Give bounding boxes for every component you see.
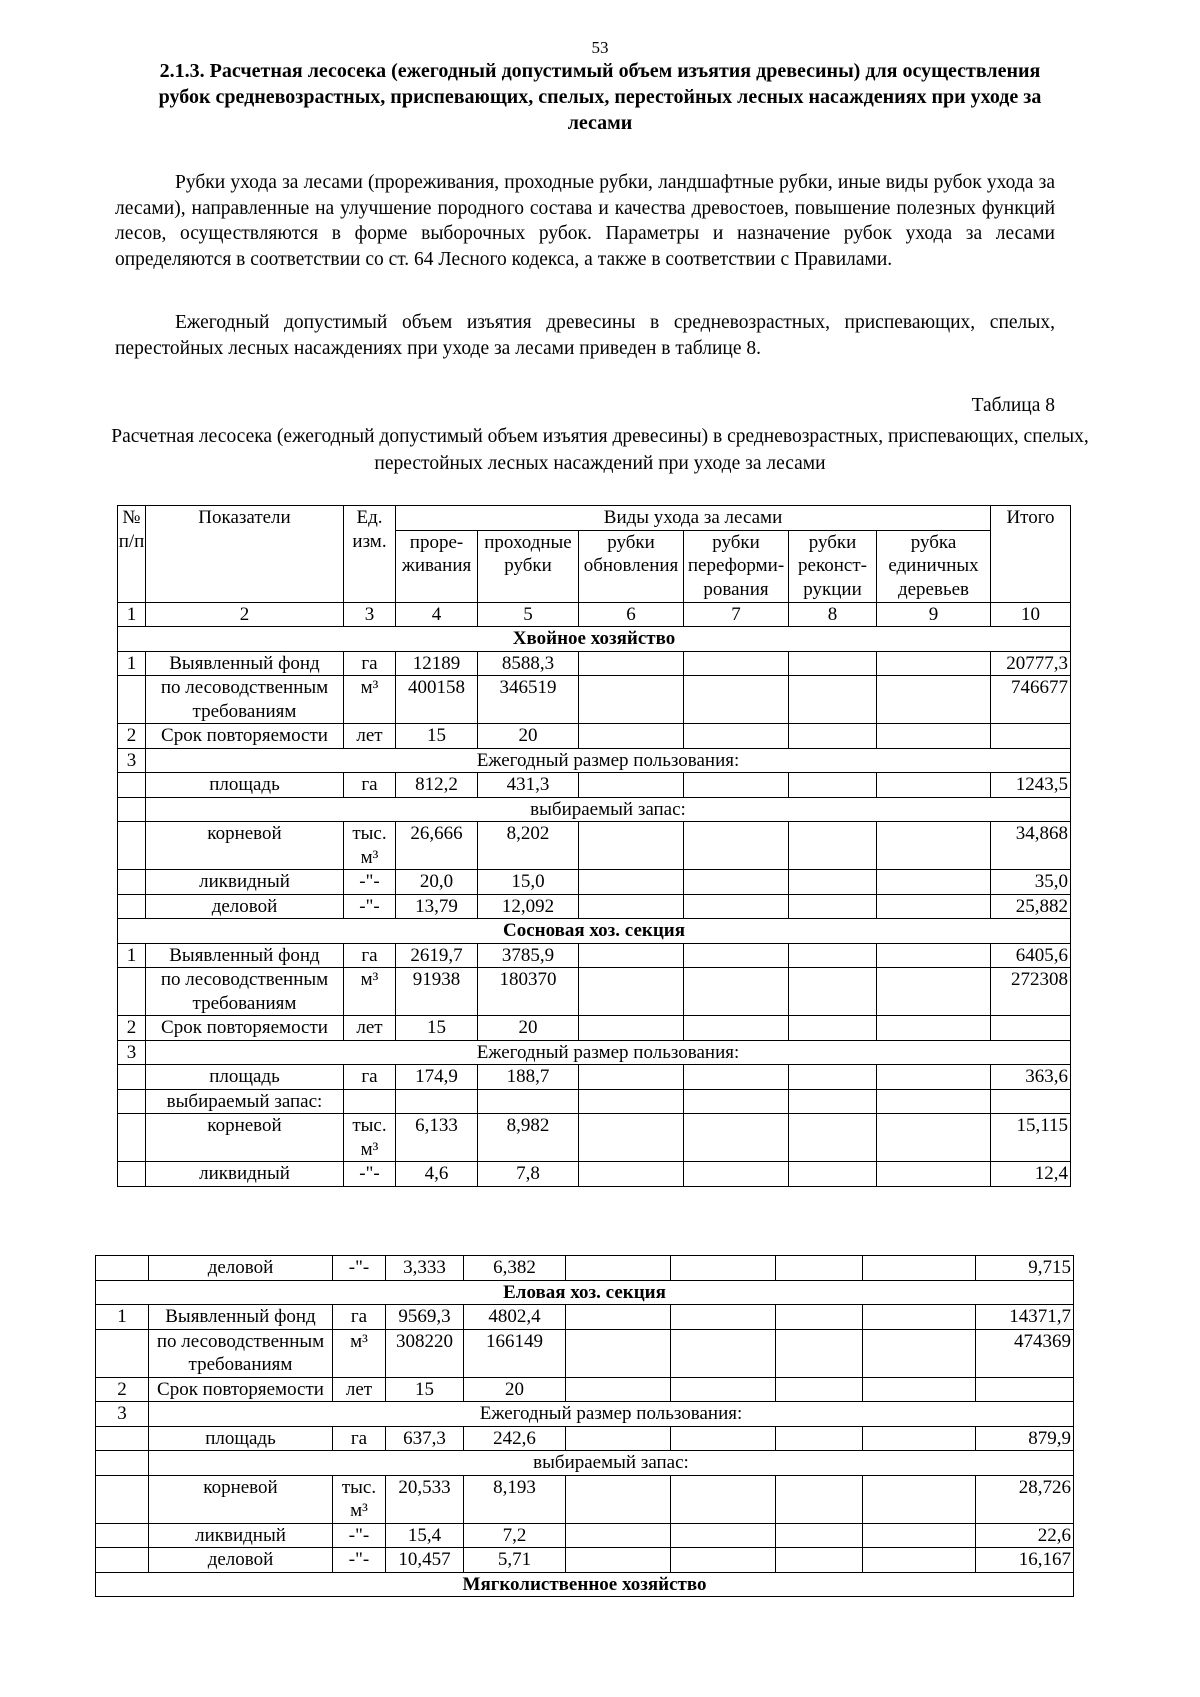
- value-cell: [396, 1089, 478, 1114]
- page-number: 53: [591, 38, 609, 57]
- value-cell: [776, 1475, 863, 1523]
- row-number: [118, 1089, 146, 1114]
- value-cell: [776, 1426, 863, 1451]
- value-cell: 8,202: [478, 822, 579, 870]
- value-cell: [863, 1548, 976, 1573]
- unit: тыс. м³: [333, 1475, 386, 1523]
- row-number: 1: [118, 943, 146, 968]
- value-cell: 20: [464, 1377, 566, 1402]
- value-cell: 9569,3: [386, 1305, 464, 1330]
- value-cell: [863, 1329, 976, 1377]
- value-cell: [579, 1114, 684, 1162]
- indicator-label: ликвидный: [149, 1523, 333, 1548]
- row-number: [96, 1475, 149, 1523]
- row-number: 2: [118, 1016, 146, 1041]
- value-cell: 26,666: [396, 822, 478, 870]
- subheading: выбираемый запас:: [146, 797, 1071, 822]
- value-cell: [671, 1426, 776, 1451]
- table-row: [118, 1016, 1071, 1041]
- value-cell: 637,3: [386, 1426, 464, 1451]
- unit: м³: [333, 1329, 386, 1377]
- row-number: 1: [96, 1305, 149, 1330]
- value-cell: [776, 1329, 863, 1377]
- value-cell: [877, 724, 991, 749]
- value-cell: [776, 1256, 863, 1281]
- table-row: [118, 1040, 1071, 1065]
- value-cell: [789, 822, 877, 870]
- value-cell: 188,7: [478, 1065, 579, 1090]
- value-cell: [877, 943, 991, 968]
- value-cell: 10,457: [386, 1548, 464, 1573]
- value-cell: [877, 773, 991, 798]
- header-type: рубка единичных деревьев: [877, 530, 991, 602]
- total-cell: [991, 724, 1071, 749]
- unit: -"-: [344, 894, 396, 919]
- value-cell: [877, 1065, 991, 1090]
- unit: -"-: [344, 870, 396, 895]
- value-cell: [566, 1377, 671, 1402]
- row-number: 2: [96, 1377, 149, 1402]
- table-row: [96, 1451, 1074, 1476]
- value-cell: 20,533: [386, 1475, 464, 1523]
- column-number: 9: [877, 602, 991, 627]
- indicator-label: деловой: [149, 1548, 333, 1573]
- unit: га: [344, 773, 396, 798]
- value-cell: 431,3: [478, 773, 579, 798]
- value-cell: [579, 1162, 684, 1187]
- section-heading: 2.1.3. Расчетная лесосека (ежегодный допустимый объем изъятия древесины) для осуществления рубок средневозрастных, приспевающих, спелых, перестойных лесных насаждениях при уходе за лесами: [158, 60, 1042, 134]
- header-unit: Ед. изм.: [344, 506, 396, 603]
- table-row: [118, 943, 1071, 968]
- value-cell: 12,092: [478, 894, 579, 919]
- indicator-label: корневой: [146, 1114, 344, 1162]
- value-cell: 15,4: [386, 1523, 464, 1548]
- paragraph: Ежегодный допустимый объем изъятия древесины в средневозрастных, приспевающих, спелых, перестойных лесных насаждениях при уходе за лесами приведен в таблице 8.: [115, 312, 1055, 359]
- value-cell: 3,333: [386, 1256, 464, 1281]
- value-cell: [776, 1377, 863, 1402]
- value-cell: 5,71: [464, 1548, 566, 1573]
- total-cell: [991, 1016, 1071, 1041]
- value-cell: [684, 676, 789, 724]
- row-number: [118, 822, 146, 870]
- value-cell: [671, 1523, 776, 1548]
- value-cell: [863, 1256, 976, 1281]
- total-cell: 9,715: [976, 1256, 1074, 1281]
- value-cell: [566, 1305, 671, 1330]
- table-row: [96, 1329, 1074, 1377]
- value-cell: 242,6: [464, 1426, 566, 1451]
- value-cell: 6,133: [396, 1114, 478, 1162]
- row-number: [118, 870, 146, 895]
- unit: га: [344, 651, 396, 676]
- value-cell: [579, 773, 684, 798]
- indicator-label: Выявленный фонд: [149, 1305, 333, 1330]
- value-cell: 15: [386, 1377, 464, 1402]
- subheading: выбираемый запас:: [149, 1451, 1074, 1476]
- value-cell: [877, 894, 991, 919]
- total-cell: 1243,5: [991, 773, 1071, 798]
- indicator-label: деловой: [146, 894, 344, 919]
- column-number: 4: [396, 602, 478, 627]
- value-cell: 15,0: [478, 870, 579, 895]
- unit: м³: [344, 676, 396, 724]
- column-number: 3: [344, 602, 396, 627]
- column-number: 2: [146, 602, 344, 627]
- value-cell: [566, 1548, 671, 1573]
- value-cell: [789, 870, 877, 895]
- section-heading: Сосновая хоз. секция: [118, 919, 1071, 944]
- indicator-label: по лесоводственным требованиям: [146, 676, 344, 724]
- table-row: [118, 676, 1071, 724]
- table-row: [118, 1089, 1071, 1114]
- row-number: [96, 1523, 149, 1548]
- row-number: [118, 1065, 146, 1090]
- total-cell: 14371,7: [976, 1305, 1074, 1330]
- table-row: [118, 797, 1071, 822]
- value-cell: 20: [478, 724, 579, 749]
- table-row: [118, 773, 1071, 798]
- table-row: [96, 1305, 1074, 1330]
- value-cell: [684, 822, 789, 870]
- table-row: [118, 627, 1071, 652]
- indicator-label: Выявленный фонд: [146, 943, 344, 968]
- table-part-2: [95, 1255, 1074, 1597]
- value-cell: [579, 724, 684, 749]
- row-number: [96, 1426, 149, 1451]
- header-type: рубки обновления: [579, 530, 684, 602]
- subheading: Ежегодный размер пользования:: [146, 1040, 1071, 1065]
- indicator-label: Срок повторяемости: [149, 1377, 333, 1402]
- value-cell: [877, 676, 991, 724]
- value-cell: 20,0: [396, 870, 478, 895]
- column-number: 1: [118, 602, 146, 627]
- value-cell: [566, 1256, 671, 1281]
- value-cell: 174,9: [396, 1065, 478, 1090]
- indicator-label: выбираемый запас:: [146, 1089, 344, 1114]
- value-cell: [776, 1548, 863, 1573]
- unit: лет: [344, 1016, 396, 1041]
- value-cell: [789, 894, 877, 919]
- row-number: 3: [118, 748, 146, 773]
- table-row: [96, 1548, 1074, 1573]
- value-cell: [579, 651, 684, 676]
- header-type: проходные рубки: [478, 530, 579, 602]
- value-cell: [671, 1548, 776, 1573]
- value-cell: [566, 1523, 671, 1548]
- value-cell: [684, 773, 789, 798]
- header-total: Итого: [991, 506, 1071, 603]
- unit: га: [344, 1065, 396, 1090]
- indicator-label: Срок повторяемости: [146, 724, 344, 749]
- total-cell: 272308: [991, 968, 1071, 1016]
- indicator-label: площадь: [149, 1426, 333, 1451]
- value-cell: [877, 1089, 991, 1114]
- value-cell: 91938: [396, 968, 478, 1016]
- row-number: [118, 797, 146, 822]
- table-row: [96, 1523, 1074, 1548]
- value-cell: [684, 1114, 789, 1162]
- table-row: [118, 919, 1071, 944]
- value-cell: 7,8: [478, 1162, 579, 1187]
- total-cell: 20777,3: [991, 651, 1071, 676]
- total-cell: 22,6: [976, 1523, 1074, 1548]
- indicator-label: ликвидный: [146, 870, 344, 895]
- indicator-label: по лесоводственным требованиям: [149, 1329, 333, 1377]
- unit: га: [333, 1305, 386, 1330]
- row-number: [118, 1162, 146, 1187]
- value-cell: 400158: [396, 676, 478, 724]
- table-row: [96, 1377, 1074, 1402]
- value-cell: [579, 1089, 684, 1114]
- value-cell: [671, 1305, 776, 1330]
- value-cell: [579, 676, 684, 724]
- value-cell: 2619,7: [396, 943, 478, 968]
- unit: -"-: [333, 1523, 386, 1548]
- value-cell: [789, 1065, 877, 1090]
- section-heading: Хвойное хозяйство: [118, 627, 1071, 652]
- value-cell: [863, 1377, 976, 1402]
- row-number: [96, 1256, 149, 1281]
- unit: тыс. м³: [344, 822, 396, 870]
- value-cell: [579, 894, 684, 919]
- row-number: [118, 773, 146, 798]
- header-group: Виды ухода за лесами: [396, 506, 991, 531]
- row-number: 3: [96, 1402, 149, 1427]
- total-cell: 474369: [976, 1329, 1074, 1377]
- total-cell: 746677: [991, 676, 1071, 724]
- row-number: [118, 1114, 146, 1162]
- value-cell: 346519: [478, 676, 579, 724]
- value-cell: [789, 1089, 877, 1114]
- column-number: 6: [579, 602, 684, 627]
- value-cell: [789, 1016, 877, 1041]
- subheading: Ежегодный размер пользования:: [146, 748, 1071, 773]
- row-number: [118, 894, 146, 919]
- value-cell: 20: [478, 1016, 579, 1041]
- value-cell: [863, 1305, 976, 1330]
- unit: тыс. м³: [344, 1114, 396, 1162]
- value-cell: [877, 1162, 991, 1187]
- value-cell: [684, 1065, 789, 1090]
- value-cell: [478, 1089, 579, 1114]
- value-cell: [789, 724, 877, 749]
- value-cell: 4802,4: [464, 1305, 566, 1330]
- value-cell: [684, 724, 789, 749]
- header-indicator: Показатели: [146, 506, 344, 603]
- value-cell: 8,982: [478, 1114, 579, 1162]
- indicator-label: Выявленный фонд: [146, 651, 344, 676]
- header-type: рубки переформи-рования: [684, 530, 789, 602]
- total-cell: 25,882: [991, 894, 1071, 919]
- value-cell: [566, 1475, 671, 1523]
- column-number: 10: [991, 602, 1071, 627]
- unit: -"-: [333, 1548, 386, 1573]
- total-cell: 6405,6: [991, 943, 1071, 968]
- value-cell: 180370: [478, 968, 579, 1016]
- indicator-label: ликвидный: [146, 1162, 344, 1187]
- value-cell: [684, 1016, 789, 1041]
- value-cell: 4,6: [396, 1162, 478, 1187]
- table-row: [118, 894, 1071, 919]
- total-cell: [991, 1089, 1071, 1114]
- row-number: [118, 968, 146, 1016]
- unit: -"-: [333, 1256, 386, 1281]
- unit: -"-: [344, 1162, 396, 1187]
- subheading: Ежегодный размер пользования:: [149, 1402, 1074, 1427]
- table-row: [96, 1280, 1074, 1305]
- table-part-1: [117, 505, 1071, 1187]
- value-cell: [671, 1377, 776, 1402]
- value-cell: [579, 1065, 684, 1090]
- table-row: [96, 1475, 1074, 1523]
- table-row: [118, 1162, 1071, 1187]
- value-cell: 166149: [464, 1329, 566, 1377]
- table-row: [118, 748, 1071, 773]
- total-cell: 12,4: [991, 1162, 1071, 1187]
- column-number: 7: [684, 602, 789, 627]
- section-heading: Еловая хоз. секция: [96, 1280, 1074, 1305]
- table-row: [96, 1426, 1074, 1451]
- table-row: [118, 870, 1071, 895]
- indicator-label: корневой: [149, 1475, 333, 1523]
- value-cell: [579, 968, 684, 1016]
- table-row: [118, 1114, 1071, 1162]
- value-cell: [566, 1329, 671, 1377]
- value-cell: 8,193: [464, 1475, 566, 1523]
- value-cell: [671, 1475, 776, 1523]
- value-cell: [789, 968, 877, 1016]
- table-row: [96, 1402, 1074, 1427]
- value-cell: [684, 943, 789, 968]
- indicator-label: Срок повторяемости: [146, 1016, 344, 1041]
- value-cell: 6,382: [464, 1256, 566, 1281]
- table-caption: Расчетная лесосека (ежегодный допустимый объем изъятия древесины) в средневозрастных, приспевающих, спелых, перестойных лесных насаждений при уходе за лесами: [111, 426, 1089, 474]
- unit: [344, 1089, 396, 1114]
- value-cell: [579, 870, 684, 895]
- value-cell: 12189: [396, 651, 478, 676]
- value-cell: [684, 1162, 789, 1187]
- total-cell: 35,0: [991, 870, 1071, 895]
- unit: м³: [344, 968, 396, 1016]
- header-num: № п/п: [118, 506, 146, 603]
- value-cell: [863, 1475, 976, 1523]
- value-cell: [684, 968, 789, 1016]
- table-row: [118, 724, 1071, 749]
- value-cell: [789, 676, 877, 724]
- column-number: 8: [789, 602, 877, 627]
- row-number: [96, 1548, 149, 1573]
- row-number: 3: [118, 1040, 146, 1065]
- row-number: [118, 676, 146, 724]
- table-row: [118, 1065, 1071, 1090]
- indicator-label: корневой: [146, 822, 344, 870]
- total-cell: [976, 1377, 1074, 1402]
- value-cell: [671, 1256, 776, 1281]
- value-cell: [579, 822, 684, 870]
- value-cell: [776, 1305, 863, 1330]
- value-cell: 15: [396, 1016, 478, 1041]
- value-cell: 308220: [386, 1329, 464, 1377]
- value-cell: [789, 943, 877, 968]
- value-cell: [579, 1016, 684, 1041]
- total-cell: 15,115: [991, 1114, 1071, 1162]
- value-cell: [566, 1426, 671, 1451]
- indicator-label: по лесоводственным требованиям: [146, 968, 344, 1016]
- indicator-label: площадь: [146, 773, 344, 798]
- table-label: Таблица 8: [971, 395, 1055, 416]
- header-type: проре-живания: [396, 530, 478, 602]
- row-number: 1: [118, 651, 146, 676]
- value-cell: [877, 651, 991, 676]
- value-cell: [877, 1016, 991, 1041]
- value-cell: [776, 1523, 863, 1548]
- indicator-label: деловой: [149, 1256, 333, 1281]
- table-row: [118, 651, 1071, 676]
- value-cell: [789, 1162, 877, 1187]
- value-cell: [863, 1523, 976, 1548]
- value-cell: [863, 1426, 976, 1451]
- unit: га: [333, 1426, 386, 1451]
- value-cell: 8588,3: [478, 651, 579, 676]
- value-cell: [684, 894, 789, 919]
- value-cell: 3785,9: [478, 943, 579, 968]
- table-row: [118, 822, 1071, 870]
- value-cell: [877, 822, 991, 870]
- table-row: [118, 968, 1071, 1016]
- unit: лет: [344, 724, 396, 749]
- unit: лет: [333, 1377, 386, 1402]
- value-cell: [684, 1089, 789, 1114]
- section-heading: Мягколиственное хозяйство: [96, 1572, 1074, 1597]
- value-cell: [684, 870, 789, 895]
- value-cell: [789, 651, 877, 676]
- row-number: 2: [118, 724, 146, 749]
- total-cell: 34,868: [991, 822, 1071, 870]
- row-number: [96, 1329, 149, 1377]
- value-cell: [877, 1114, 991, 1162]
- value-cell: 812,2: [396, 773, 478, 798]
- value-cell: [789, 773, 877, 798]
- unit: га: [344, 943, 396, 968]
- column-number: 5: [478, 602, 579, 627]
- total-cell: 16,167: [976, 1548, 1074, 1573]
- total-cell: 879,9: [976, 1426, 1074, 1451]
- table-row: [96, 1256, 1074, 1281]
- table-row: [96, 1572, 1074, 1597]
- value-cell: 7,2: [464, 1523, 566, 1548]
- total-cell: 363,6: [991, 1065, 1071, 1090]
- value-cell: [877, 968, 991, 1016]
- row-number: [96, 1451, 149, 1476]
- value-cell: [671, 1329, 776, 1377]
- indicator-label: площадь: [146, 1065, 344, 1090]
- value-cell: [789, 1114, 877, 1162]
- paragraph: Рубки ухода за лесами (прореживания, проходные рубки, ландшафтные рубки, иные виды рубок ухода за лесами), направленные на улучшение породного состава и качества древостоев, повышение полезных функций лесов, осуществляются в форме выборочных рубок. Параметры и назначение рубок ухода за лесами определяются в соответствии со ст. 64 Лесного кодекса, а также в соответствии с Правилами.: [115, 172, 1055, 270]
- value-cell: 13,79: [396, 894, 478, 919]
- header-type: рубки реконст-рукции: [789, 530, 877, 602]
- value-cell: [579, 943, 684, 968]
- value-cell: 15: [396, 724, 478, 749]
- total-cell: 28,726: [976, 1475, 1074, 1523]
- value-cell: [877, 870, 991, 895]
- value-cell: [684, 651, 789, 676]
